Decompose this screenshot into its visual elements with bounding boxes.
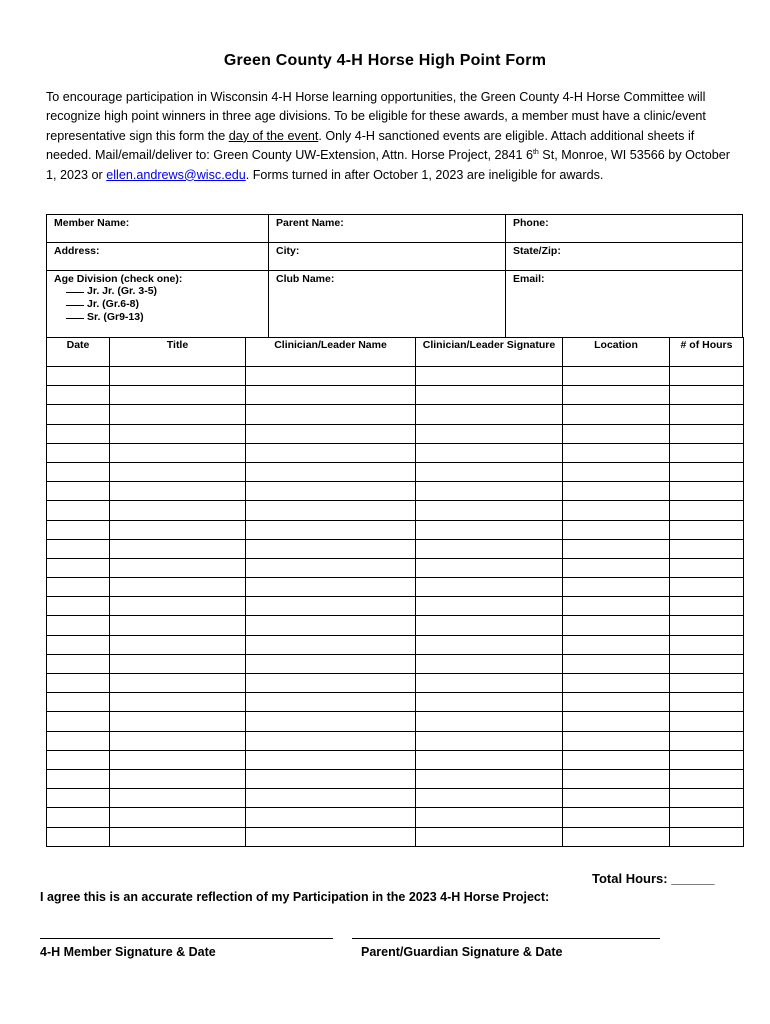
log-cell[interactable] bbox=[246, 731, 416, 750]
state-zip-field[interactable]: State/Zip: bbox=[505, 243, 742, 270]
log-cell[interactable] bbox=[246, 462, 416, 481]
log-row bbox=[47, 462, 744, 481]
log-cell[interactable] bbox=[416, 654, 563, 673]
log-cell[interactable] bbox=[416, 635, 563, 654]
log-cell[interactable] bbox=[563, 462, 670, 481]
log-cell[interactable] bbox=[246, 482, 416, 501]
log-body bbox=[47, 367, 744, 847]
intro-text-1: To encourage participation in Wisconsin 4-H Horse learning opportunities, the Green County 4-H Horse Committee will recognize high point winners in three age divisions. To be eligible for these awards, a member must have a clinic/event representative sign this form the bbox=[46, 90, 706, 143]
log-cell[interactable] bbox=[416, 367, 563, 386]
log-row bbox=[47, 405, 744, 424]
log-cell[interactable] bbox=[110, 635, 246, 654]
age-option-sr[interactable]: Sr. (Gr9-13) bbox=[66, 311, 268, 324]
log-cell[interactable] bbox=[110, 501, 246, 520]
log-cell[interactable] bbox=[47, 367, 110, 386]
log-cell[interactable] bbox=[246, 827, 416, 846]
log-cell[interactable] bbox=[670, 482, 744, 501]
log-cell[interactable] bbox=[563, 616, 670, 635]
log-cell[interactable] bbox=[47, 597, 110, 616]
log-cell[interactable] bbox=[47, 808, 110, 827]
log-row bbox=[47, 520, 744, 539]
log-cell[interactable] bbox=[110, 386, 246, 405]
log-cell[interactable] bbox=[416, 539, 563, 558]
log-cell[interactable] bbox=[246, 386, 416, 405]
log-cell[interactable] bbox=[47, 443, 110, 462]
form-title: Green County 4-H Horse High Point Form bbox=[223, 52, 547, 69]
club-name-field[interactable]: Club Name: bbox=[268, 271, 505, 337]
log-row bbox=[47, 482, 744, 501]
log-cell[interactable] bbox=[416, 674, 563, 693]
log-cell[interactable] bbox=[110, 520, 246, 539]
log-cell[interactable] bbox=[563, 386, 670, 405]
log-row bbox=[47, 367, 744, 386]
log-cell[interactable] bbox=[563, 808, 670, 827]
log-cell[interactable] bbox=[563, 424, 670, 443]
log-cell[interactable] bbox=[47, 654, 110, 673]
header-clinician-name: Clinician/Leader Name bbox=[246, 338, 416, 367]
log-row bbox=[47, 712, 744, 731]
log-row bbox=[47, 635, 744, 654]
log-cell[interactable] bbox=[47, 616, 110, 635]
log-row bbox=[47, 424, 744, 443]
log-cell[interactable] bbox=[670, 789, 744, 808]
log-cell[interactable] bbox=[563, 654, 670, 673]
log-cell[interactable] bbox=[563, 482, 670, 501]
log-cell[interactable] bbox=[670, 635, 744, 654]
info-row-1 bbox=[47, 215, 742, 243]
log-row bbox=[47, 443, 744, 462]
log-cell[interactable] bbox=[47, 827, 110, 846]
member-signature-label: 4-H Member Signature & Date bbox=[40, 945, 216, 959]
log-cell[interactable] bbox=[47, 558, 110, 577]
log-cell[interactable] bbox=[563, 501, 670, 520]
intro-superscript: th bbox=[532, 149, 539, 157]
age-option-jr[interactable]: Jr. (Gr.6-8) bbox=[66, 298, 268, 311]
log-cell[interactable] bbox=[110, 769, 246, 788]
log-cell[interactable] bbox=[416, 501, 563, 520]
log-cell[interactable] bbox=[563, 674, 670, 693]
log-cell[interactable] bbox=[670, 443, 744, 462]
log-cell[interactable] bbox=[47, 405, 110, 424]
log-cell[interactable] bbox=[246, 520, 416, 539]
log-cell[interactable] bbox=[670, 769, 744, 788]
phone-field[interactable]: Phone: bbox=[505, 215, 742, 242]
log-cell[interactable] bbox=[246, 712, 416, 731]
log-cell[interactable] bbox=[416, 750, 563, 769]
log-cell[interactable] bbox=[563, 635, 670, 654]
log-cell[interactable] bbox=[416, 597, 563, 616]
age-division-field bbox=[47, 271, 268, 337]
intro-paragraph bbox=[46, 88, 736, 185]
log-cell[interactable] bbox=[110, 443, 246, 462]
parent-name-field[interactable]: Parent Name: bbox=[268, 215, 505, 242]
info-row-3 bbox=[47, 271, 742, 338]
log-cell[interactable] bbox=[670, 616, 744, 635]
log-cell[interactable] bbox=[670, 654, 744, 673]
log-cell[interactable] bbox=[670, 750, 744, 769]
log-cell[interactable] bbox=[563, 712, 670, 731]
log-cell[interactable] bbox=[416, 769, 563, 788]
log-row bbox=[47, 789, 744, 808]
log-cell[interactable] bbox=[416, 578, 563, 597]
log-row bbox=[47, 827, 744, 846]
log-cell[interactable] bbox=[563, 731, 670, 750]
log-cell[interactable] bbox=[670, 386, 744, 405]
age-option-jr-jr[interactable]: Jr. Jr. (Gr. 3-5) bbox=[66, 285, 268, 298]
log-cell[interactable] bbox=[246, 616, 416, 635]
log-cell[interactable] bbox=[670, 827, 744, 846]
log-cell[interactable] bbox=[563, 367, 670, 386]
log-cell[interactable] bbox=[246, 405, 416, 424]
member-name-field[interactable]: Member Name: bbox=[54, 217, 130, 229]
log-cell[interactable] bbox=[110, 654, 246, 673]
log-cell[interactable] bbox=[246, 501, 416, 520]
log-row bbox=[47, 616, 744, 635]
log-cell[interactable] bbox=[563, 443, 670, 462]
log-cell[interactable] bbox=[47, 501, 110, 520]
log-cell[interactable] bbox=[110, 405, 246, 424]
log-cell[interactable] bbox=[110, 539, 246, 558]
log-cell[interactable] bbox=[416, 616, 563, 635]
log-cell[interactable] bbox=[246, 443, 416, 462]
log-cell[interactable] bbox=[246, 597, 416, 616]
log-cell[interactable] bbox=[563, 693, 670, 712]
intro-text-2: . Only 4-H sanctioned events are eligible. Attach additional sheets if needed. Mail/email/deliver to: Green County UW-Extension, Attn. Horse Project, 2841 6 bbox=[46, 128, 695, 163]
age-division-label: Age Division (check one): bbox=[54, 273, 183, 285]
log-cell[interactable] bbox=[110, 558, 246, 577]
log-cell[interactable] bbox=[110, 693, 246, 712]
log-row bbox=[47, 578, 744, 597]
parent-signature-line[interactable] bbox=[352, 938, 660, 939]
log-cell[interactable] bbox=[670, 367, 744, 386]
log-row bbox=[47, 597, 744, 616]
log-cell[interactable] bbox=[563, 539, 670, 558]
log-cell[interactable] bbox=[246, 750, 416, 769]
log-cell[interactable] bbox=[246, 424, 416, 443]
header-location: Location bbox=[563, 338, 670, 367]
log-cell[interactable] bbox=[670, 712, 744, 731]
log-row bbox=[47, 693, 744, 712]
log-row bbox=[47, 539, 744, 558]
log-cell[interactable] bbox=[563, 750, 670, 769]
log-cell[interactable] bbox=[670, 558, 744, 577]
log-row bbox=[47, 731, 744, 750]
log-cell[interactable] bbox=[670, 597, 744, 616]
checkbox-blank[interactable] bbox=[66, 304, 84, 306]
log-row bbox=[47, 558, 744, 577]
log-cell[interactable] bbox=[670, 674, 744, 693]
log-cell[interactable] bbox=[670, 693, 744, 712]
log-row bbox=[47, 808, 744, 827]
log-cell[interactable] bbox=[563, 827, 670, 846]
log-cell[interactable] bbox=[670, 405, 744, 424]
member-signature-line[interactable] bbox=[40, 938, 333, 939]
log-cell[interactable] bbox=[110, 789, 246, 808]
log-cell[interactable] bbox=[416, 424, 563, 443]
log-cell[interactable] bbox=[110, 597, 246, 616]
log-cell[interactable] bbox=[670, 539, 744, 558]
email-field[interactable]: Email: bbox=[505, 271, 742, 337]
log-cell[interactable] bbox=[416, 558, 563, 577]
log-row bbox=[47, 769, 744, 788]
log-cell[interactable] bbox=[110, 462, 246, 481]
checkbox-blank[interactable] bbox=[66, 291, 84, 293]
log-cell[interactable] bbox=[416, 520, 563, 539]
header-hours: # of Hours bbox=[670, 338, 744, 367]
log-cell[interactable] bbox=[670, 424, 744, 443]
log-row bbox=[47, 501, 744, 520]
header-title: Title bbox=[110, 338, 246, 367]
log-cell[interactable] bbox=[246, 769, 416, 788]
email-link[interactable]: ellen.andrews@wisc.edu bbox=[106, 167, 246, 182]
header-date: Date bbox=[47, 338, 110, 367]
intro-text-4: . Forms turned in after October 1, 2023 are ineligible for awards. bbox=[245, 167, 604, 182]
log-cell[interactable] bbox=[416, 693, 563, 712]
log-cell[interactable] bbox=[670, 462, 744, 481]
log-row bbox=[47, 674, 744, 693]
log-cell[interactable] bbox=[110, 808, 246, 827]
log-cell[interactable] bbox=[416, 443, 563, 462]
log-cell[interactable] bbox=[416, 482, 563, 501]
log-cell[interactable] bbox=[246, 635, 416, 654]
log-cell[interactable] bbox=[416, 789, 563, 808]
log-cell[interactable] bbox=[416, 827, 563, 846]
log-row bbox=[47, 386, 744, 405]
header-clinician-signature: Clinician/Leader Signature bbox=[416, 338, 563, 367]
log-row bbox=[47, 654, 744, 673]
log-cell[interactable] bbox=[47, 578, 110, 597]
log-cell[interactable] bbox=[47, 520, 110, 539]
log-cell[interactable] bbox=[246, 674, 416, 693]
log-cell[interactable] bbox=[47, 539, 110, 558]
log-cell[interactable] bbox=[47, 712, 110, 731]
log-cell[interactable] bbox=[563, 520, 670, 539]
city-field[interactable]: City: bbox=[268, 243, 505, 270]
log-row bbox=[47, 750, 744, 769]
event-log-table bbox=[46, 337, 744, 847]
checkbox-blank[interactable] bbox=[66, 317, 84, 319]
member-info-table bbox=[46, 214, 743, 337]
log-cell[interactable] bbox=[670, 501, 744, 520]
log-cell[interactable] bbox=[110, 731, 246, 750]
address-field[interactable]: Address: bbox=[54, 245, 100, 257]
log-cell[interactable] bbox=[416, 405, 563, 424]
log-cell[interactable] bbox=[670, 808, 744, 827]
log-cell[interactable] bbox=[110, 578, 246, 597]
agreement-statement: I agree this is an accurate reflection of my Participation in the 2023 4-H Horse Project: bbox=[40, 890, 550, 904]
log-cell[interactable] bbox=[47, 750, 110, 769]
log-cell[interactable] bbox=[47, 482, 110, 501]
log-cell[interactable] bbox=[47, 462, 110, 481]
log-cell[interactable] bbox=[563, 405, 670, 424]
log-cell[interactable] bbox=[246, 808, 416, 827]
log-cell[interactable] bbox=[670, 578, 744, 597]
log-cell[interactable] bbox=[416, 386, 563, 405]
log-cell[interactable] bbox=[563, 769, 670, 788]
log-cell[interactable] bbox=[110, 424, 246, 443]
log-cell[interactable] bbox=[47, 635, 110, 654]
log-cell[interactable] bbox=[110, 750, 246, 769]
log-cell[interactable] bbox=[246, 578, 416, 597]
log-cell[interactable] bbox=[110, 674, 246, 693]
log-cell[interactable] bbox=[47, 731, 110, 750]
info-row-2 bbox=[47, 243, 742, 271]
log-cell[interactable] bbox=[246, 539, 416, 558]
log-cell[interactable] bbox=[47, 693, 110, 712]
log-cell[interactable] bbox=[670, 520, 744, 539]
log-cell[interactable] bbox=[416, 462, 563, 481]
log-cell[interactable] bbox=[416, 712, 563, 731]
log-cell[interactable] bbox=[246, 693, 416, 712]
log-cell[interactable] bbox=[47, 789, 110, 808]
log-cell[interactable] bbox=[246, 558, 416, 577]
log-cell[interactable] bbox=[563, 558, 670, 577]
log-cell[interactable] bbox=[670, 731, 744, 750]
total-hours[interactable]: Total Hours: ______ bbox=[592, 871, 715, 886]
log-cell[interactable] bbox=[110, 616, 246, 635]
log-cell[interactable] bbox=[110, 827, 246, 846]
log-cell[interactable] bbox=[246, 654, 416, 673]
parent-signature-label: Parent/Guardian Signature & Date bbox=[361, 945, 563, 959]
log-cell[interactable] bbox=[416, 731, 563, 750]
log-cell[interactable] bbox=[563, 578, 670, 597]
log-cell[interactable] bbox=[47, 386, 110, 405]
log-cell[interactable] bbox=[47, 769, 110, 788]
log-cell[interactable] bbox=[110, 712, 246, 731]
log-cell[interactable] bbox=[110, 482, 246, 501]
log-header-row bbox=[47, 338, 744, 367]
log-cell[interactable] bbox=[110, 367, 246, 386]
log-cell[interactable] bbox=[246, 789, 416, 808]
log-cell[interactable] bbox=[246, 367, 416, 386]
log-cell[interactable] bbox=[47, 424, 110, 443]
intro-text-3: St, Monroe, WI 53566 by October 1, 2023 or bbox=[46, 148, 730, 182]
log-cell[interactable] bbox=[47, 674, 110, 693]
log-cell[interactable] bbox=[563, 597, 670, 616]
log-cell[interactable] bbox=[563, 789, 670, 808]
intro-underlined-text: day of the event bbox=[228, 128, 319, 143]
log-cell[interactable] bbox=[416, 808, 563, 827]
